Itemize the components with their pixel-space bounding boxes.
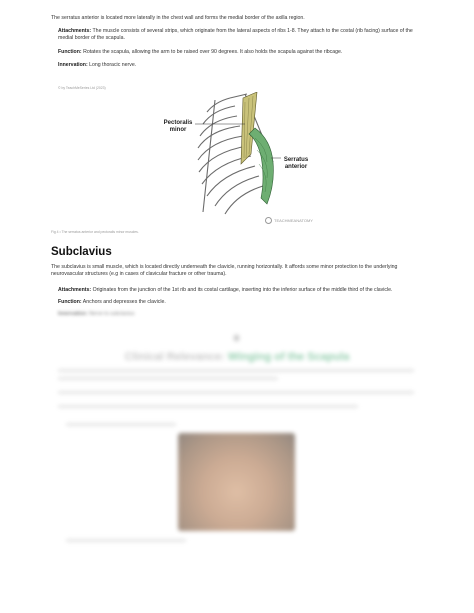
blurred-line — [58, 369, 414, 372]
figure-caption: Fig 4 • The serratus anterior and pectoralis minor muscles. — [51, 230, 139, 234]
ribcage-illustration — [185, 92, 285, 222]
clinical-title-prefix: Clinical Relevance: — [124, 351, 225, 363]
subclavius-attachments — [58, 287, 428, 294]
serratus-innervation — [58, 62, 428, 69]
attachments-label: Attachments: — [58, 28, 92, 34]
clinical-title — [0, 351, 474, 363]
function-text: Rotates the scapula, allowing the arm to be raised over 90 degrees. It also holds the scapula against the ribcage. — [83, 49, 343, 55]
section-heading-subclavius: Subclavius — [51, 246, 112, 258]
intro-paragraph: The serratus anterior is located more laterally in the chest wall and forms the medial border of the axilla region. — [51, 15, 305, 21]
innervation-text: Nerve to subclavius — [89, 311, 135, 317]
blurred-line — [58, 405, 358, 408]
blurred-line — [66, 539, 186, 542]
innervation-text: Long thoracic nerve. — [89, 62, 137, 68]
blurred-line — [58, 377, 278, 380]
clinical-photo — [178, 433, 295, 531]
attachments-label: Attachments: — [58, 287, 92, 293]
locked-content-area — [0, 325, 474, 613]
teachme-logo — [265, 217, 313, 224]
lock-icon — [234, 335, 239, 341]
logo-icon — [265, 217, 272, 224]
attachments-text: Originates from the junction of the 1st rib and its costal cartilage, inserting into the inferior surface of the middle third of the clavicle. — [92, 287, 393, 293]
logo-text: TEACHMEANATOMY — [274, 218, 313, 223]
subclavius-function — [58, 299, 428, 306]
blurred-line — [58, 391, 414, 394]
function-text: Anchors and depresses the clavicle. — [82, 299, 166, 305]
serratus-attachments — [58, 28, 428, 43]
innervation-label: Innervation: — [58, 62, 88, 68]
figure-credit: © by TeachMeSeries Ltd (2023) — [58, 86, 106, 90]
label-pectoralis-minor: Pectoralis minor — [163, 120, 193, 133]
clinical-title-highlight: Winging of the Scapula — [227, 351, 350, 363]
blurred-line — [66, 423, 176, 426]
serratus-function — [58, 49, 428, 56]
function-label: Function: — [58, 49, 82, 55]
subclavius-innervation — [58, 311, 428, 318]
attachments-text: The muscle consists of several strips, which originate from the lateral aspects of ribs 1-8. They attach to the costal (rib facing) surface of the medial border of the scapula. — [58, 28, 413, 42]
innervation-label: Innervation: — [58, 311, 88, 317]
function-label: Function: — [58, 299, 82, 305]
subclavius-paragraph: The subclavius is small muscle, which is located directly underneath the clavicle, running horizontally. It affords some minor protection to the underlying neurovascular structures (e.g in cases of clavicular fracture or other trauma). — [51, 264, 398, 278]
label-serratus-anterior: Serratus anterior — [283, 157, 309, 170]
